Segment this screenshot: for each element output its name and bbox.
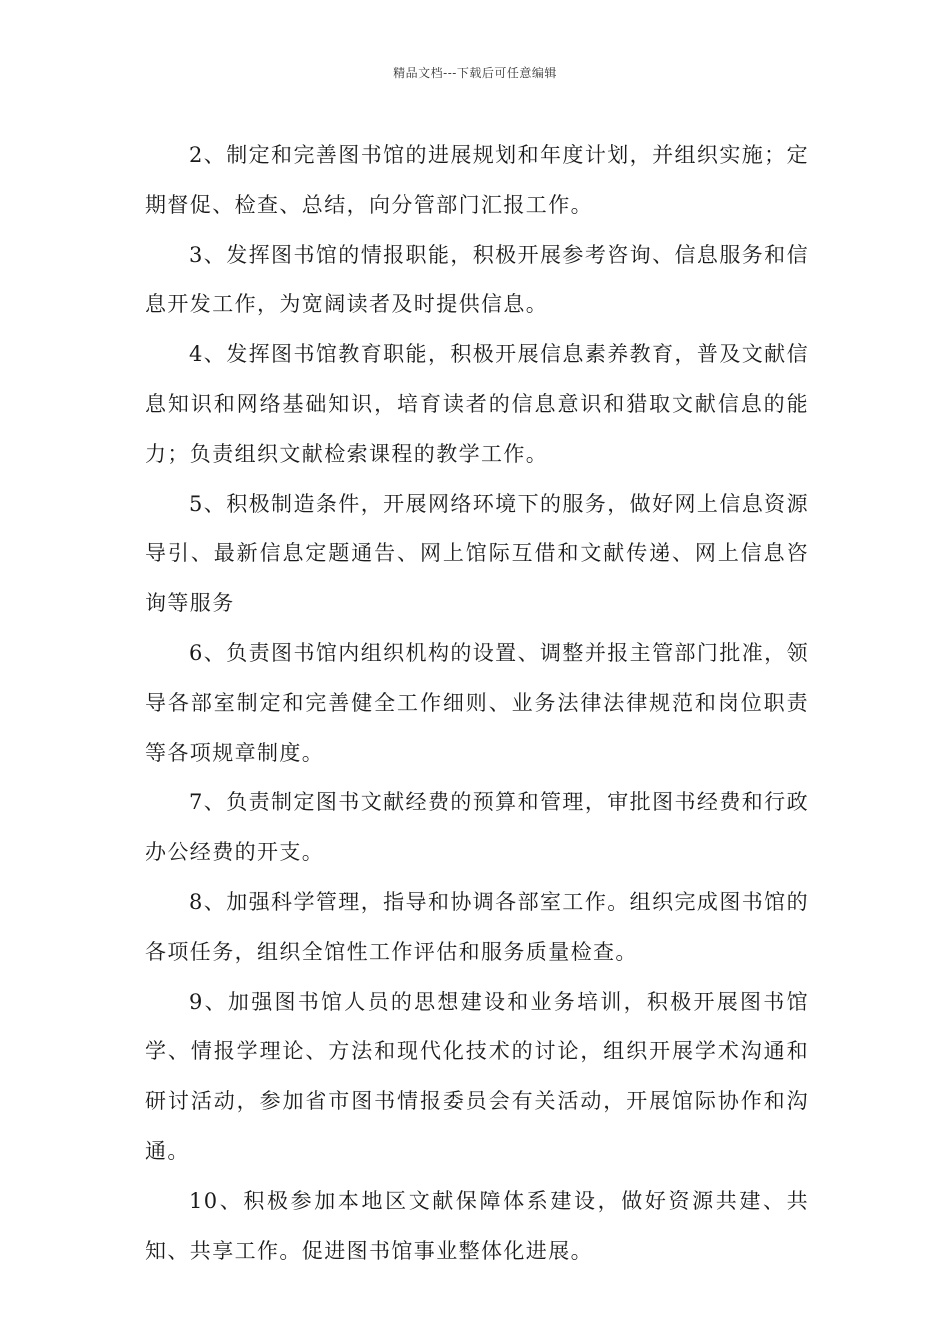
page-header: 精品文档---下载后可任意编辑 bbox=[393, 66, 557, 80]
paragraph-item-10: 10、积极参加本地区文献保障体系建设，做好资源共建、共知、共享工作。促进图书馆事业整体化进展。 bbox=[145, 1188, 809, 1263]
paragraph-item-3: 3、发挥图书馆的情报职能，积极开展参考咨询、信息服务和信息开发工作，为宽阔读者及时提供信息。 bbox=[145, 242, 809, 317]
paragraph-item-7: 7、负责制定图书文献经费的预算和管理，审批图书经费和行政办公经费的开支。 bbox=[145, 790, 809, 865]
document-body bbox=[145, 131, 809, 1276]
paragraph-item-8: 8、加强科学管理，指导和协调各部室工作。组织完成图书馆的各项任务，组织全馆性工作评估和服务质量检查。 bbox=[145, 889, 809, 964]
paragraph-item-6: 6、负责图书馆内组织机构的设置、调整并报主管部门批准，领导各部室制定和完善健全工作细则、业务法律法律规范和岗位职责等各项规章制度。 bbox=[145, 640, 809, 765]
paragraph-item-2: 2、制定和完善图书馆的进展规划和年度计划，并组织实施；定期督促、检查、总结，向分管部门汇报工作。 bbox=[145, 143, 809, 217]
paragraph-item-5: 5、积极制造条件，开展网络环境下的服务，做好网上信息资源导引、最新信息定题通告、网上馆际互借和文献传递、网上信息咨询等服务 bbox=[145, 491, 809, 616]
paragraph-item-9: 9、加强图书馆人员的思想建设和业务培训，积极开展图书馆学、情报学理论、方法和现代化技术的讨论，组织开展学术沟通和研讨活动，参加省市图书情报委员会有关活动，开展馆际协作和沟通。 bbox=[145, 989, 809, 1163]
paragraph-item-4: 4、发挥图书馆教育职能，积极开展信息素养教育，普及文献信息知识和网络基础知识，培育读者的信息意识和猎取文献信息的能力；负责组织文献检索课程的教学工作。 bbox=[145, 342, 809, 466]
